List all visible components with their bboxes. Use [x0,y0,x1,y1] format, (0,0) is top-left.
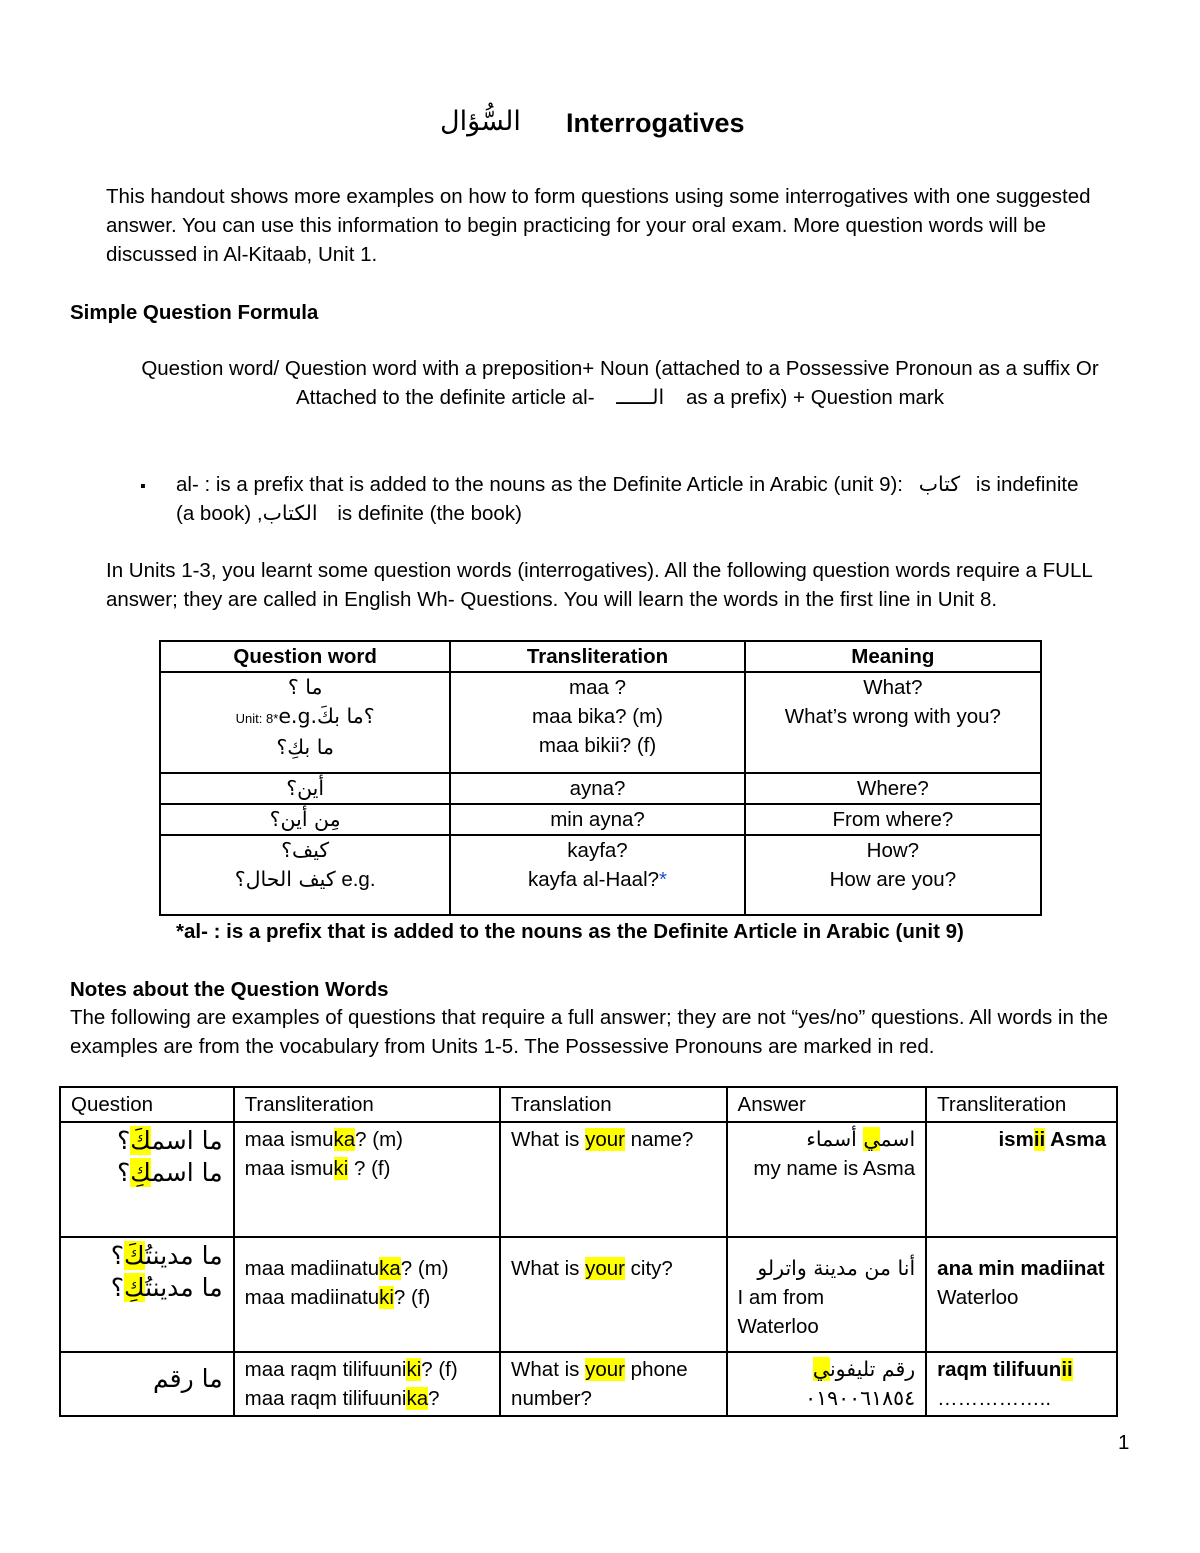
question-ismuka: ما اسمكَ؟ [116,1126,223,1155]
unit-note: Unit: 8* [235,711,279,726]
table2-header: Answer [727,1087,927,1122]
translit-ismuki: maa ismuki ? (f) [244,1157,391,1180]
table1-header: Question word [160,641,450,672]
bullet-word-kitaab: كتاب [918,472,961,496]
table2-header: Translation [500,1087,726,1122]
notes-heading: Notes about the Question Words [70,978,389,1001]
translation-city: What is your city? [500,1237,726,1352]
formula-arabic-article: الــــــ [616,385,665,409]
qword-maa-bikii: ما بكِ؟ [276,735,334,759]
answer-translit-ismii: ismii Asma [926,1122,1117,1237]
table1-footnote: *al- : is a prefix that is added to the nouns as the Definite Article in Arabic (unit 9) [176,920,964,943]
bullet-part-1: al- : is a prefix that is added to the nouns as the Definite Article in Arabic (unit 9): [176,473,903,496]
table1-row-kayfa [160,835,1041,915]
answer-dots: …………….. [937,1387,1052,1410]
table1-header-row [160,641,1041,672]
qword-kayfa: كيف؟ [281,838,330,862]
translit-cell: min ayna? [450,804,744,835]
translit-madiinatuka: maa madiinatuka? (m) [244,1257,449,1280]
translit-cell: kayfa? [567,839,628,862]
qword-maa: ما ؟ [287,675,323,699]
question-madiinatuki: ما مدينتُكِ؟ [110,1273,223,1302]
meaning-cell: From where? [745,804,1041,835]
table2-header: Transliteration [234,1087,500,1122]
qword-min-ayna: مِن أين؟ [160,804,450,835]
formula-line-1: Question word/ Question word with a preposition+ Noun (attached to a Possessive Pronoun as a suffix Or [141,357,1099,380]
question-ismuki: ما اسمكِ؟ [116,1158,223,1187]
answer-city-arabic: أنا من مدينة واترلو [757,1256,916,1280]
bullet-part-2: is indefinite [975,473,1079,496]
answer-translit-city: Waterloo [937,1286,1019,1309]
answer-translit-city: ana min madiinat [937,1257,1105,1280]
examples-table [59,1086,1118,1417]
bullet-marker: ▪ [140,478,146,495]
title-english: Interrogatives [566,108,745,138]
table2-row-city [60,1237,1117,1352]
translit-cell: ayna? [450,773,744,804]
formula-heading: Simple Question Formula [70,301,319,324]
title-arabic: السُّؤال [440,106,521,137]
translation-name: What is your name? [500,1122,726,1237]
table2-row-name [60,1122,1117,1237]
bullet-part-3: (a book) , [176,502,263,525]
meaning-cell: What’s wrong with you? [784,705,1001,728]
translit-cell: kayfa al-Haal?* [527,868,668,891]
translit-cell: maa bika? (m) [532,705,664,728]
question-madiinatuka: ما مدينتُكَ؟ [110,1241,223,1270]
formula-line-2 [80,383,1160,412]
translation-phone: What is your phone number? [500,1352,726,1416]
notes-paragraph: The following are examples of questions that require a full answer; they are not “yes/no” questions. All words in the examples are from the vocabulary from Units 1-5. The Possessive Pronouns are marked in red. [70,1006,1109,1058]
table2-row-phone [60,1352,1117,1416]
answer-ismii-arabic: اسمي أسماء [806,1127,916,1151]
table1-row-maa [160,672,1041,773]
formula-line-2-a: Attached to the definite article al- [295,386,595,409]
table1-row-min-ayna [160,804,1041,835]
qword-kayfa-alhaal: كيف الحال؟ e.g. [234,867,376,891]
translit-ismuka: maa ismuka? (m) [244,1128,403,1151]
table1-row-ayna [160,773,1041,804]
translit-raqm-ki: maa raqm tilifuuniki? (f) [244,1358,458,1381]
meaning-cell: How are you? [829,868,957,891]
table2-header-row [60,1087,1117,1122]
answer-phone-arabic: رقم تليفوني [812,1357,916,1381]
bullet-part-4: is definite (the book) [337,502,522,525]
table1-header: Transliteration [450,641,744,672]
translit-cell: maa bikii? (f) [538,734,657,757]
units-paragraph: In Units 1-3, you learnt some question words (interrogatives). All the following question words require a FULL answer; they are called in English Wh- Questions. You will learn the words in the first line in Unit 8. [106,559,1093,611]
answer-city-english: I am from [737,1286,825,1309]
meaning-cell: How? [866,839,920,862]
translit-madiinatuki: maa madiinatuki? (f) [244,1286,431,1309]
table2-header: Transliteration [926,1087,1117,1122]
table1-header: Meaning [745,641,1041,672]
answer-translit-phone: raqm tilifuunii [937,1358,1073,1381]
table2-header: Question [60,1087,234,1122]
question-raqm: ما رقم [153,1364,223,1393]
bullet-text [176,470,1166,528]
answer-phone-number: ٠١٩٠٠٦١٨٥٤ [805,1386,916,1410]
answer-name-english: my name is Asma [753,1157,916,1180]
intro-paragraph: This handout shows more examples on how to form questions using some interrogatives with one suggested answer. You can use this information to begin practicing for your oral exam. More question words will be discussed in Al-Kitaab, Unit 1. [106,185,1091,266]
qword-ayna: أين؟ [160,773,450,804]
translit-cell: maa ? [569,676,626,699]
meaning-cell: Where? [745,773,1041,804]
meaning-cell: What? [863,676,923,699]
qword-maa-bika: Unit: 8*؟ما بكَ.e.g [235,704,375,728]
translit-raqm-ka: maa raqm tilifuunika? [244,1387,440,1410]
answer-city-english: Waterloo [737,1315,819,1338]
page-number: 1 [1118,1431,1130,1454]
question-words-table [159,640,1042,916]
formula-line-2-b: as a prefix) + Question mark [685,386,944,409]
bullet-word-alkitaab: الكتاب [262,501,318,525]
